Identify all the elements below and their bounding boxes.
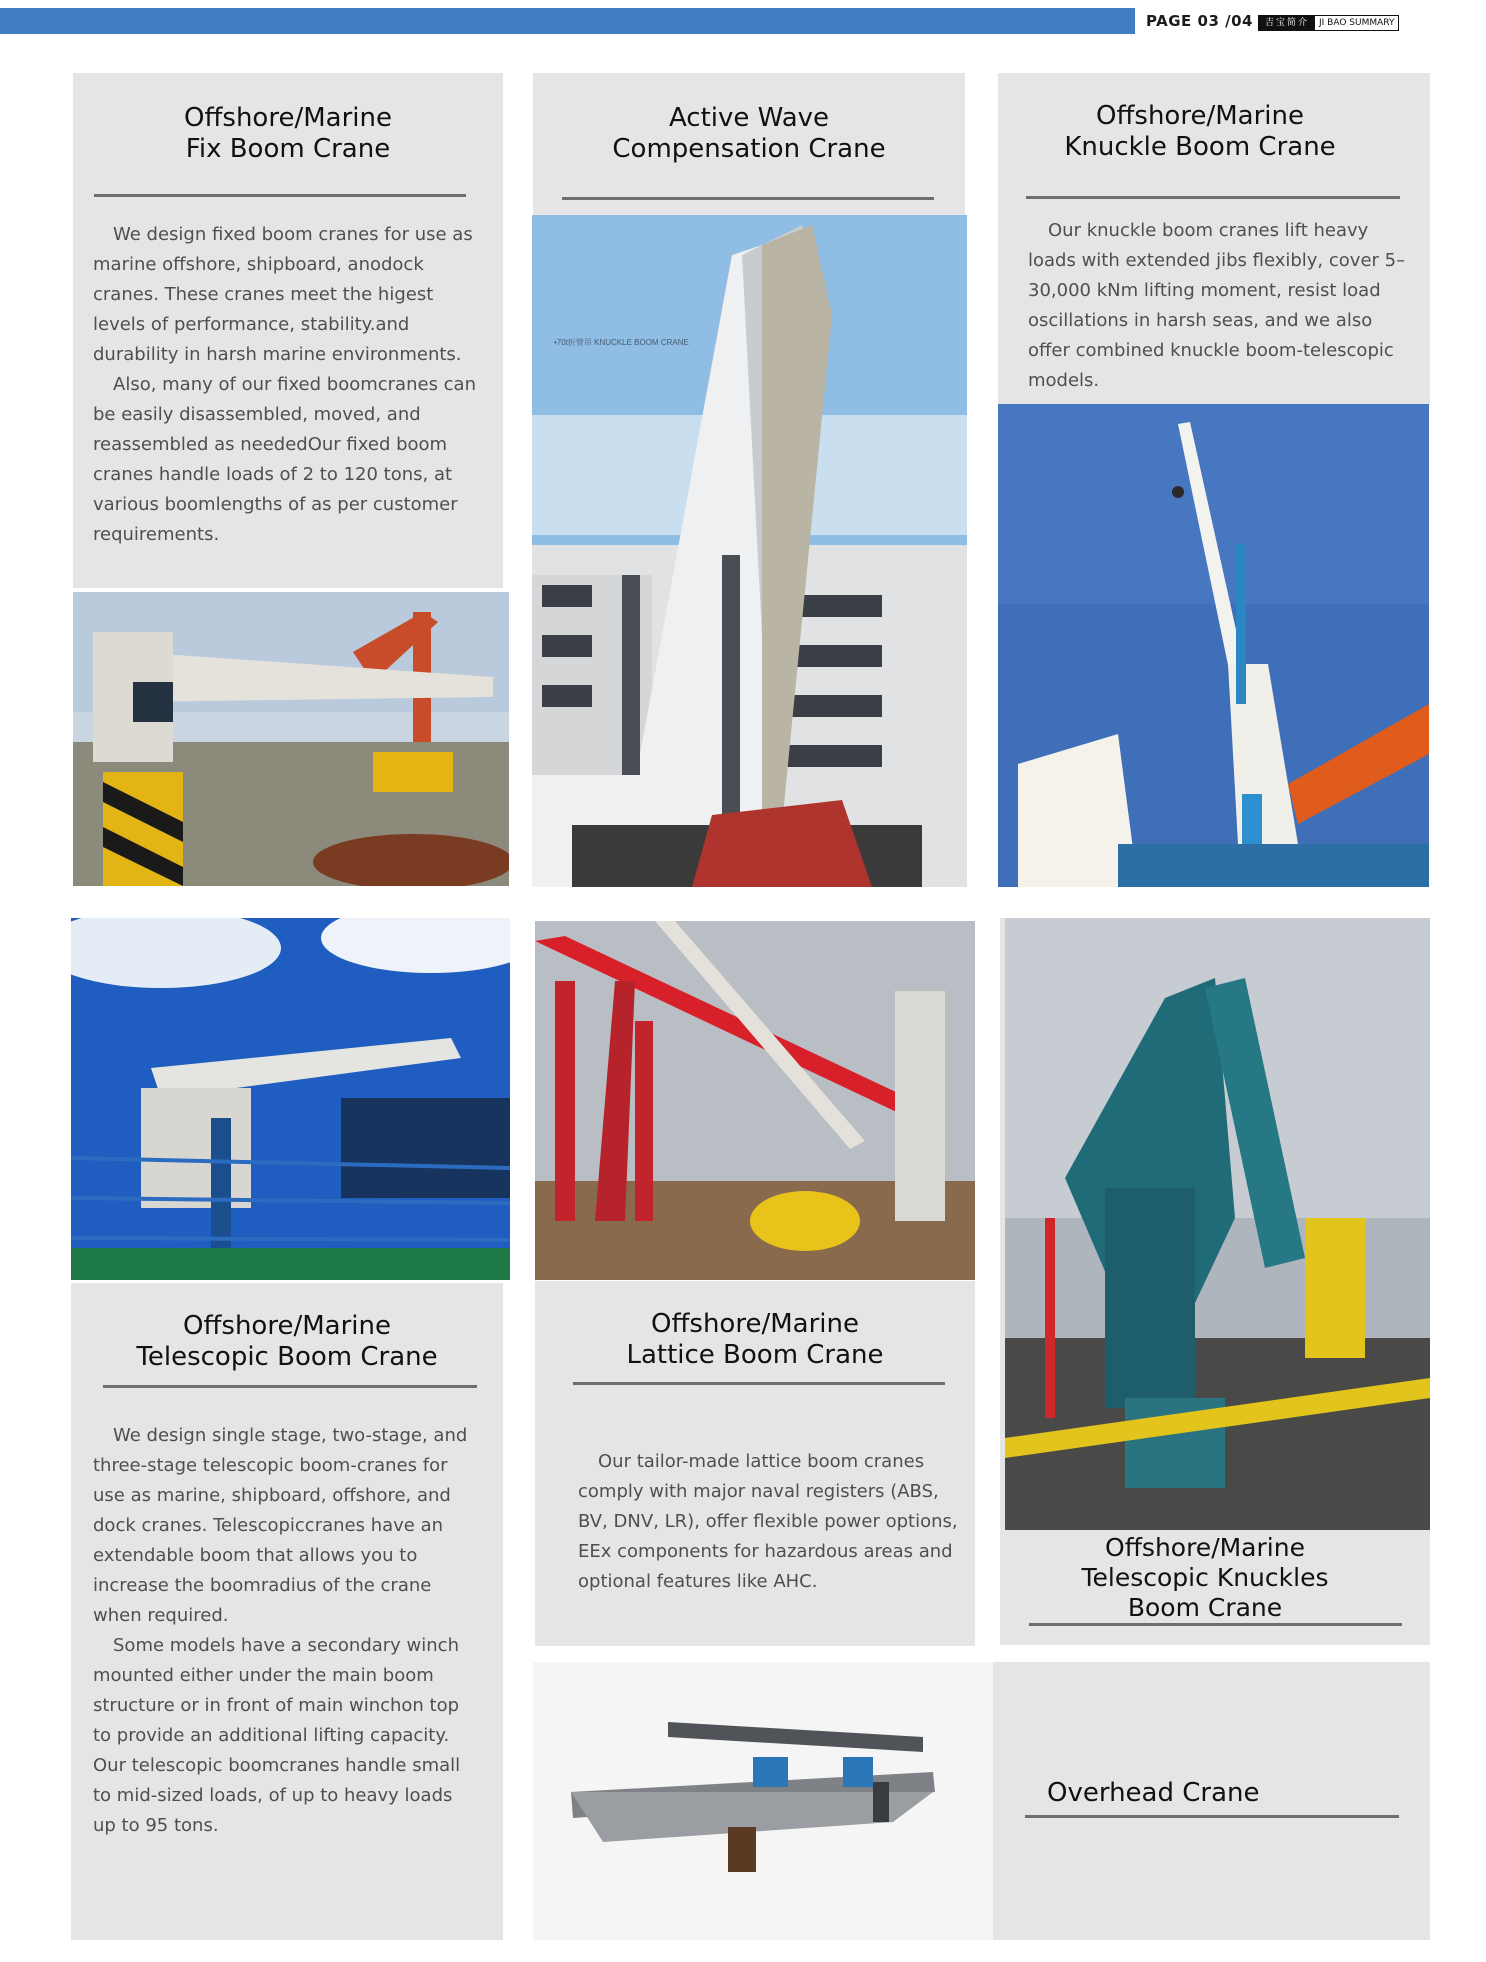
awc-photo-label: •70t折臂吊 KNUCKLE BOOM CRANE xyxy=(554,338,689,347)
fixed-boom-rule xyxy=(94,194,466,197)
overhead-title: Overhead Crane xyxy=(1047,1778,1260,1808)
lattice-boom-crane-photo xyxy=(535,921,975,1280)
tele-knuckle-rule xyxy=(1029,1623,1402,1626)
telescopic-boom-description: We design single stage, two-stage, and three-stage telescopic boom-cranes for use as marine, shipboard, offshore, and dock cranes. Telescopiccranes have an extendable boom that allows you to increase the boomradius of the crane when required. Some models have a secondary winch mounted either under the main boom structure or in front of main winchon top to provide an additional lifting capacity. Our telescopic boomcranes handle small to mid-sized loads, of up to heavy loads up to 95 tons. xyxy=(93,1425,468,1836)
awc-crane-photo xyxy=(532,215,967,887)
awc-rule xyxy=(562,197,934,200)
telescopic-boom-crane-photo xyxy=(71,918,510,1280)
lattice-boom-rule xyxy=(573,1382,945,1385)
summary-tag-cn: 吉宝简介 xyxy=(1259,16,1315,30)
header-bar xyxy=(0,8,1135,34)
summary-tag xyxy=(1258,15,1399,31)
tele-knuckle-crane-photo xyxy=(1005,918,1430,1530)
tele-knuckle-title: Offshore/Marine Telescopic Knuckles Boom Crane xyxy=(1081,1533,1329,1622)
knuckle-boom-rule xyxy=(1026,196,1400,199)
overhead-rule xyxy=(1025,1815,1399,1818)
fixed-boom-title: Offshore/Marine Fix Boom Crane xyxy=(184,103,392,164)
page-number: PAGE 03 /04 xyxy=(1146,12,1253,30)
lattice-boom-description: Our tailor-made lattice boom cranes comply with major naval registers (ABS, BV, DNV, LR), offer flexible power options, EEx components for hazardous areas and optional features like AHC. xyxy=(578,1451,958,1592)
knuckle-boom-crane-photo xyxy=(998,404,1429,887)
knuckle-boom-description: Our knuckle boom cranes lift heavy loads with extended jibs flexibly, cover 5–30,000 kNm lifting moment, resist load oscillations in harsh seas, and we also offer combined knuckle boom-telescopic models. xyxy=(1028,220,1406,391)
fixed-boom-crane-photo xyxy=(73,592,509,886)
fixed-boom-description: We design fixed boom cranes for use as marine offshore, shipboard, anodock cranes. These cranes meet the higest levels of performance, stability.and durability in harsh marine environments. Also, many of our fixed boomcranes can be easily disassembled, moved, and reassembled as neededOur fixed boom cranes handle loads of 2 to 120 tons, at various boomlengths of as per customer requirements. xyxy=(93,224,476,545)
knuckle-boom-title: Offshore/Marine Knuckle Boom Crane xyxy=(1064,101,1336,162)
telescopic-boom-title: Offshore/Marine Telescopic Boom Crane xyxy=(136,1311,438,1372)
awc-title: Active Wave Compensation Crane xyxy=(612,103,886,164)
lattice-boom-title: Offshore/Marine Lattice Boom Crane xyxy=(626,1309,884,1370)
summary-tag-en: JI BAO SUMMARY xyxy=(1315,16,1398,30)
telescopic-boom-rule xyxy=(103,1385,477,1388)
overhead-crane-photo xyxy=(563,1712,953,1896)
